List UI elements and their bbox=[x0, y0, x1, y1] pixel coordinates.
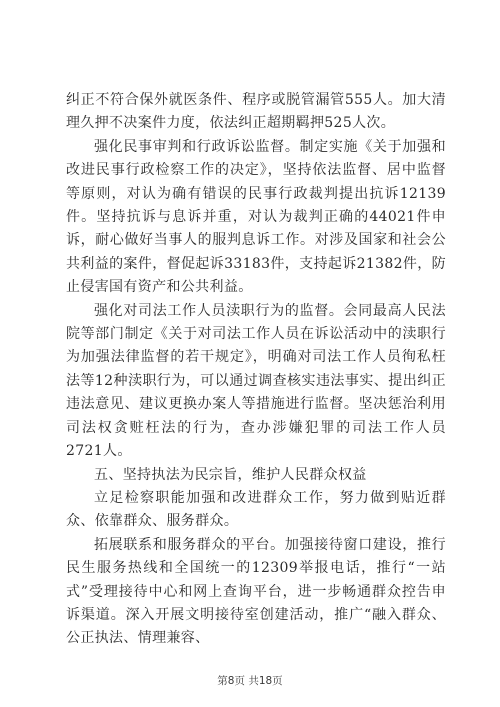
paragraph-service-platform: 拓展联系和服务群众的平台。加强接待窗口建设，推行民生服务热线和全国统一的12309举报电话，推行“一站式”受理接待中心和网上查询平台，进一步畅通群众控告申诉渠道。深入开展文明接待室创建活动，推广“融入群众、公正执法、情理兼容、 bbox=[66, 536, 446, 647]
paragraph-civil-administrative-supervision: 强化民事审判和行政诉讼监督。制定实施《关于加强和改进民事行政检察工作的决定》，坚持依法监督、居中监督等原则，对认为确有错误的民事行政裁判提出抗诉12139件。坚持抗诉与息诉并重，对认为裁判正确的44021件申诉，耐心做好当事人的服判息诉工作。对涉及国家和社会公共利益的案件，督促起诉33183件，支持起诉21382件，防止侵害国有资产和公共利益。 bbox=[66, 138, 446, 296]
page-number-footer: 第8页 共18页 bbox=[217, 675, 283, 687]
document-body bbox=[66, 89, 446, 651]
paragraph-mass-work: 立足检察职能加强和改进群众工作，努力做到贴近群众、依靠群众、服务群众。 bbox=[66, 489, 446, 530]
paragraph-continuation: 纠正不符合保外就医条件、程序或脱管漏管555人。加大清理久押不决案件力度，依法纠正超期羁押525人次。 bbox=[66, 92, 446, 132]
section-heading: 五、坚持执法为民宗旨，维护人民群众权益 bbox=[94, 466, 367, 483]
paragraph-judicial-staff-supervision: 强化对司法工作人员渎职行为的监督。会同最高人民法院等部门制定《关于对司法工作人员在诉讼活动中的渎职行为加强法律监督的若干规定》，明确对司法工作人员徇私枉法等12种渎职行为，可以通过调查核实违法事实、提出纠正违法意见、建议更换办案人等措施进行监督。坚决惩治利用司法权贪赃枉法的行为，查办涉嫌犯罪的司法工作人员2721人。 bbox=[66, 302, 446, 460]
